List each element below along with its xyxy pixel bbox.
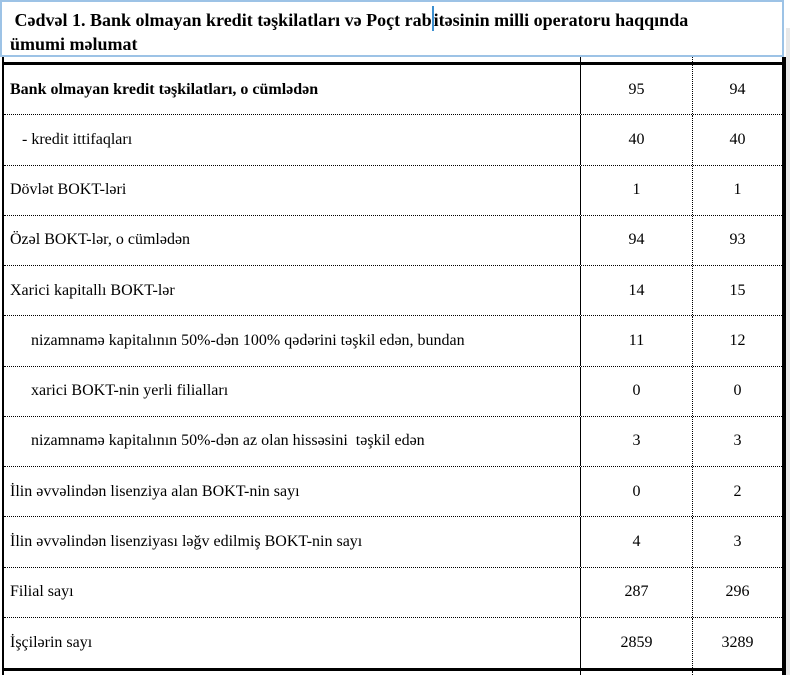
row-label-cell[interactable]: nizamnamə kapitalının 50%-dən 100% qədərini təşkil edən, bundan	[31, 331, 465, 349]
value-col2-cell[interactable]: 296	[692, 568, 782, 617]
row-label-cell[interactable]: İlin əvvəlindən lisenziyası ləğv edilmiş BOKT-nin sayı	[10, 532, 363, 550]
row-label-cell[interactable]: Filial sayı	[10, 583, 74, 601]
value-col1-cell[interactable]: 287	[580, 568, 692, 617]
general-info-table	[2, 62, 786, 671]
value-col2-cell[interactable]: 1	[692, 166, 782, 215]
row-label-cell[interactable]: Bank olmayan kredit təşkilatları, o cümlədən	[10, 80, 319, 98]
table-row	[4, 367, 782, 417]
value-col2-cell[interactable]: 94	[692, 65, 782, 114]
document-title-line1	[10, 6, 782, 32]
value-col1-cell[interactable]: 40	[580, 115, 692, 164]
value-col2-cell[interactable]: 15	[692, 266, 782, 315]
column-divider-solid	[580, 671, 581, 675]
column-divider-dotted	[692, 671, 693, 675]
table-row	[4, 467, 782, 517]
value-col1-cell[interactable]: 94	[580, 216, 692, 265]
value-col2-cell[interactable]: 3	[692, 517, 782, 566]
value-col2-cell[interactable]: 3	[692, 417, 782, 466]
table-row	[4, 216, 782, 266]
value-col1-cell[interactable]: 3	[580, 417, 692, 466]
value-col2-cell[interactable]: 0	[692, 367, 782, 416]
table-row	[4, 115, 782, 165]
row-label-cell[interactable]: nizamnamə kapitalının 50%-dən az olan hissəsini təşkil edən	[31, 432, 425, 450]
next-row-sliver	[2, 671, 786, 675]
value-col1-cell[interactable]: 1	[580, 166, 692, 215]
value-col1-cell[interactable]: 14	[580, 266, 692, 315]
value-col1-cell[interactable]: 11	[580, 316, 692, 365]
row-label-cell[interactable]: Xarici kapitallı BOKT-lər	[10, 281, 175, 299]
table-row	[4, 65, 782, 115]
table-row	[4, 417, 782, 467]
table-row	[4, 316, 782, 366]
value-col2-cell[interactable]: 12	[692, 316, 782, 365]
value-col1-cell[interactable]: 2859	[580, 618, 692, 668]
row-label-cell[interactable]: İşçilərin sayı	[10, 633, 93, 651]
value-col1-cell[interactable]: 95	[580, 65, 692, 114]
table-row	[4, 517, 782, 567]
value-col1-cell[interactable]: 4	[580, 517, 692, 566]
row-label-cell[interactable]: İlin əvvəlindən lisenziya alan BOKT-nin sayı	[10, 482, 300, 500]
value-col2-cell[interactable]: 3289	[692, 618, 782, 668]
document-title-line2: ümumi məlumat	[10, 34, 138, 54]
title-text-before-caret: Cədvəl 1. Bank olmayan kredit təşkilatları və Poçt rab	[10, 10, 432, 30]
row-label-cell[interactable]: xarici BOKT-nin yerli filialları	[31, 382, 229, 400]
table-row	[4, 568, 782, 618]
page-edge-strip	[786, 28, 790, 675]
row-label-cell[interactable]: Özəl BOKT-lər, o cümlədən	[10, 231, 191, 249]
value-col2-cell[interactable]: 40	[692, 115, 782, 164]
table-row	[4, 266, 782, 316]
value-col1-cell[interactable]: 0	[580, 467, 692, 516]
row-label-cell[interactable]: Dövlət BOKT-ləri	[10, 181, 127, 199]
row-label-cell[interactable]: - kredit ittifaqları	[22, 130, 133, 148]
value-col1-cell[interactable]: 0	[580, 367, 692, 416]
table-row	[4, 166, 782, 216]
table-row	[4, 618, 782, 668]
document-title-box[interactable]	[0, 0, 784, 57]
value-col2-cell[interactable]: 93	[692, 216, 782, 265]
value-col2-cell[interactable]: 2	[692, 467, 782, 516]
title-text-after-caret: itəsinin milli operatoru haqqında	[433, 10, 689, 30]
